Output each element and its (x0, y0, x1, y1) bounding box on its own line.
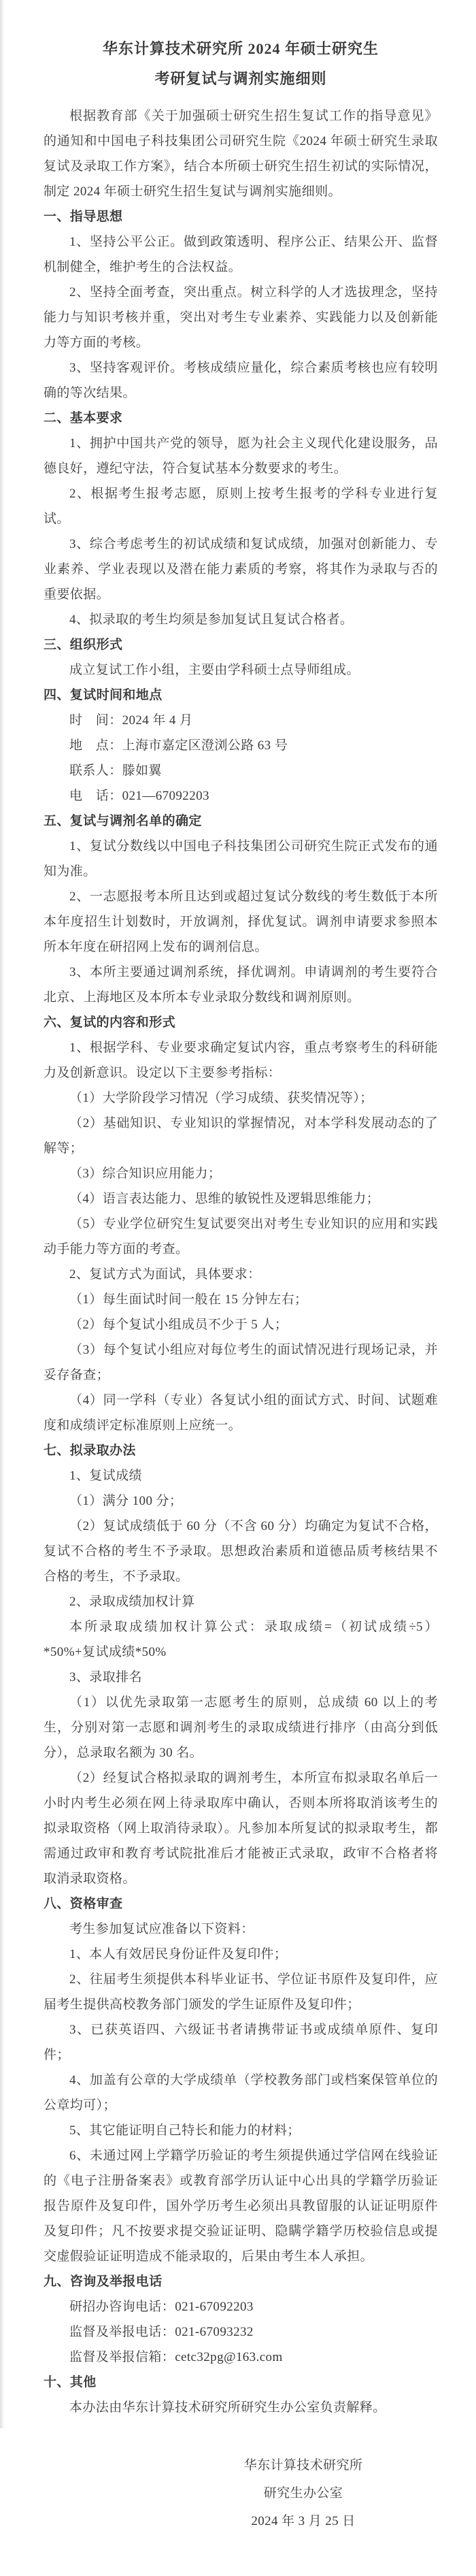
paragraph: 2、往届考生须提供本科毕业证书、学位证书原件及复印件，应届考生提供高校教务部门颁发的学生证原件及复印件； (44, 1972, 438, 2012)
paragraph: 成立复试工作小组，主要由学科硕士点导师组成。 (69, 663, 360, 677)
paragraph: （1）以优先录取第一志愿考生的原则，总成绩 60 以上的考生，分别对第一志愿和调剂考生的录取成绩进行排序（由高分到低分），总录取名额为 30 名。 (44, 1695, 438, 1760)
paragraph: 3、录取排名 (69, 1670, 142, 1684)
paragraph: （2）复试成绩低于 60 分（不含 60 分）均确定为复试不合格，复试不合格的考生不予录取。思想政治素质和道德品质考核结果不合格的考生，不予录取。 (44, 1519, 438, 1584)
sections-container (44, 204, 438, 2420)
title-line-1: 华东计算技术研究所 2024 年硕士研究生 (102, 40, 379, 57)
paragraph: 1、坚持公平公正。做到政策透明、程序公正、结果公开、监督机制健全，维护考生的合法权益。 (44, 235, 438, 274)
paragraph: （3）综合知识应用能力； (69, 1167, 222, 1181)
paragraph: （4）同一学科（专业）各复试小组的面试方式、时间、试题难度和成绩评定标准原则上应统一。 (44, 1393, 438, 1433)
paragraph: 电 话：021—67092203 (69, 789, 209, 803)
title-line-2: 考研复试与调剂实施细则 (154, 70, 327, 87)
document-section (44, 632, 438, 683)
document-section (44, 406, 438, 632)
document-section (44, 1891, 438, 2269)
paragraph: 5、其它能证明自己特长和能力的材料； (69, 2123, 301, 2138)
paragraph: 监督及举报信箱：cetc32pg@163.com (69, 2350, 283, 2364)
paragraph: 联系人：滕如翼 (69, 764, 162, 778)
section-heading: 四、复试时间和地点 (44, 688, 163, 702)
section-heading: 一、指导思想 (44, 210, 123, 224)
document-section (44, 2269, 438, 2370)
paragraph: 3、已获英语四、六级证书者请携带证书或成绩单原件、复印件； (44, 2023, 438, 2062)
intro-paragraph: 根据教育部《关于加强硕士研究生招生复试工作的指导意见》的通知和中国电子科技集团公司研究生院《2024 年硕士研究生录取复试及录取工作方案》，结合本所硕士研究生招生初试的实际情况，制定 2024 年硕士研究生招生复试与调剂实施细则。 (44, 109, 438, 199)
document-section (44, 809, 438, 1010)
signature-office: 研究生办公室 (263, 2486, 343, 2500)
paragraph: 考生参加复试应准备以下资料： (69, 1922, 254, 1936)
document-section (44, 1438, 438, 1891)
paragraph: 3、综合考虑考生的初试成绩和复试成绩，加强对创新能力、专业素养、学业表现以及潜在能力素质的考察，将其作为录取与否的重要依据。 (44, 537, 438, 602)
document-section (44, 683, 438, 809)
scan-edge-artifact (0, 0, 5, 2428)
document-title (44, 34, 438, 94)
paragraph: 1、拥护中国共产党的领导，愿为社会主义现代化建设服务，品德良好，遵纪守法，符合复试基本分数要求的考生。 (44, 436, 438, 476)
document-section (44, 204, 438, 406)
paragraph: 2、录取成绩加权计算 (69, 1595, 195, 1609)
paragraph: （4）语言表达能力、思维的敏锐性及逻辑思维能力； (69, 1192, 380, 1206)
paragraph: 1、根据学科、专业要求确定复试内容，重点考察考生的科研能力及创新意识。设定以下主要参考指标： (44, 1041, 438, 1080)
paragraph: 3、本所主要通过调剂系统，择优调剂。申请调剂的考生要符合北京、上海地区及本所本专业录取分数线和调剂原则。 (44, 965, 438, 1005)
paragraph: 3、坚持客观评价。考核成绩应量化，综合素质考核也应有较明确的等次结果。 (44, 361, 438, 400)
signature-org: 华东计算技术研究所 (243, 2458, 363, 2473)
paragraph: 1、本人有效居民身份证件及复印件； (69, 1947, 288, 1961)
signature-date: 2024 年 3 月 25 日 (251, 2514, 356, 2528)
paragraph: （2）每个复试小组成员不少于 5 人； (69, 1318, 288, 1332)
paragraph: 2、一志愿报考本所且达到或超过复试分数线的考生数低于本所本年度招生计划数时，开放调剂，择优复试。调剂申请要求参照本所本年度在研招网上发布的调剂信息。 (44, 890, 438, 954)
signature-block (201, 2451, 405, 2535)
paragraph: （3）每个复试小组应对每位考生的面试情况进行现场记录，并妥存备查； (44, 1343, 438, 1382)
paragraph: （2）基础知识、专业知识的掌握情况，对本学科发展动态的了解等； (44, 1116, 438, 1156)
paragraph: 本办法由华东计算技术研究所研究生办公室负责解释。 (69, 2400, 386, 2415)
paragraph: 6、未通过网上学籍学历验证的考生须提供通过学信网在线验证的《电子注册备案表》或教育部学历认证中心出具的学籍学历验证报告原件及复印件，国外学历考生必须出具教留服的认证证明原件及复印件；凡不按要求提交验证证明、隐瞒学籍学历校验信息或提交虚假验证证明造成不能录取的，后果由考生本人承担。 (44, 2149, 438, 2264)
paragraph: 时 间：2024 年 4 月 (69, 713, 193, 728)
paragraph: 监督及举报电话：021-67093232 (69, 2325, 254, 2339)
section-heading: 八、资格审查 (44, 1897, 123, 1911)
section-heading: 五、复试与调剂名单的确定 (44, 814, 202, 828)
paragraph: 1、复试分数线以中国电子科技集团公司研究生院正式发布的通知为准。 (44, 839, 438, 879)
section-heading: 三、组织形式 (44, 638, 123, 652)
section-heading: 二、基本要求 (44, 411, 123, 425)
document-section (44, 1010, 438, 1438)
section-heading: 九、咨询及举报电话 (44, 2275, 163, 2289)
paragraph: 2、根据考生报考志愿，原则上按考生报考的学科专业进行复试。 (44, 487, 438, 526)
paragraph: （1）每生面试时间一般在 15 分钟左右； (69, 1292, 308, 1307)
paragraph: 1、复试成绩 (69, 1469, 142, 1483)
document-body (44, 103, 438, 2535)
document-section (44, 2370, 438, 2420)
paragraph: （1）满分 100 分； (69, 1494, 183, 1508)
paragraph: 地 点：上海市嘉定区澄浏公路 63 号 (69, 738, 288, 753)
paragraph: 4、拟录取的考生均须是参加复试且复试合格者。 (69, 613, 354, 627)
paragraph: （1）大学阶段学习情况（学习成绩、获奖情况等）； (69, 1091, 373, 1105)
paragraph: （5）专业学位研究生复试要突出对考生专业知识的应用和实践动手能力等方面的考查。 (44, 1217, 438, 1256)
section-heading: 六、复试的内容和形式 (44, 1015, 176, 1030)
paragraph: 2、复试方式为面试，具体要求： (69, 1267, 261, 1282)
paragraph: （2）经复试合格拟录取的调剂考生，本所宣布拟录取名单后一小时内考生必须在网上待录取库中确认，否则本所将取消该考生的拟录取资格（网上取消待录取）。凡参加本所复试的拟录取考生，都需通过政审和教育考试院批准后才能被正式录取，政审不合格者将取消录取资格。 (44, 1771, 438, 1886)
paragraph: 4、加盖有公章的大学成绩单（学校教务部门或档案保管单位的公章均可）； (44, 2073, 438, 2113)
paragraph: 本所录取成绩加权计算公式：录取成绩=（初试成绩÷5）*50%+复试成绩*50% (44, 1620, 438, 1659)
paragraph: 研招办咨询电话：021-67092203 (69, 2300, 254, 2314)
section-heading: 七、拟录取办法 (44, 1444, 136, 1458)
paragraph: 2、坚持全面考查，突出重点。树立科学的人才选拔理念，坚持能力与知识考核并重，突出对考生专业素养、实践能力以及创新能力等方面的考核。 (44, 285, 438, 350)
section-heading: 十、其他 (44, 2375, 97, 2390)
